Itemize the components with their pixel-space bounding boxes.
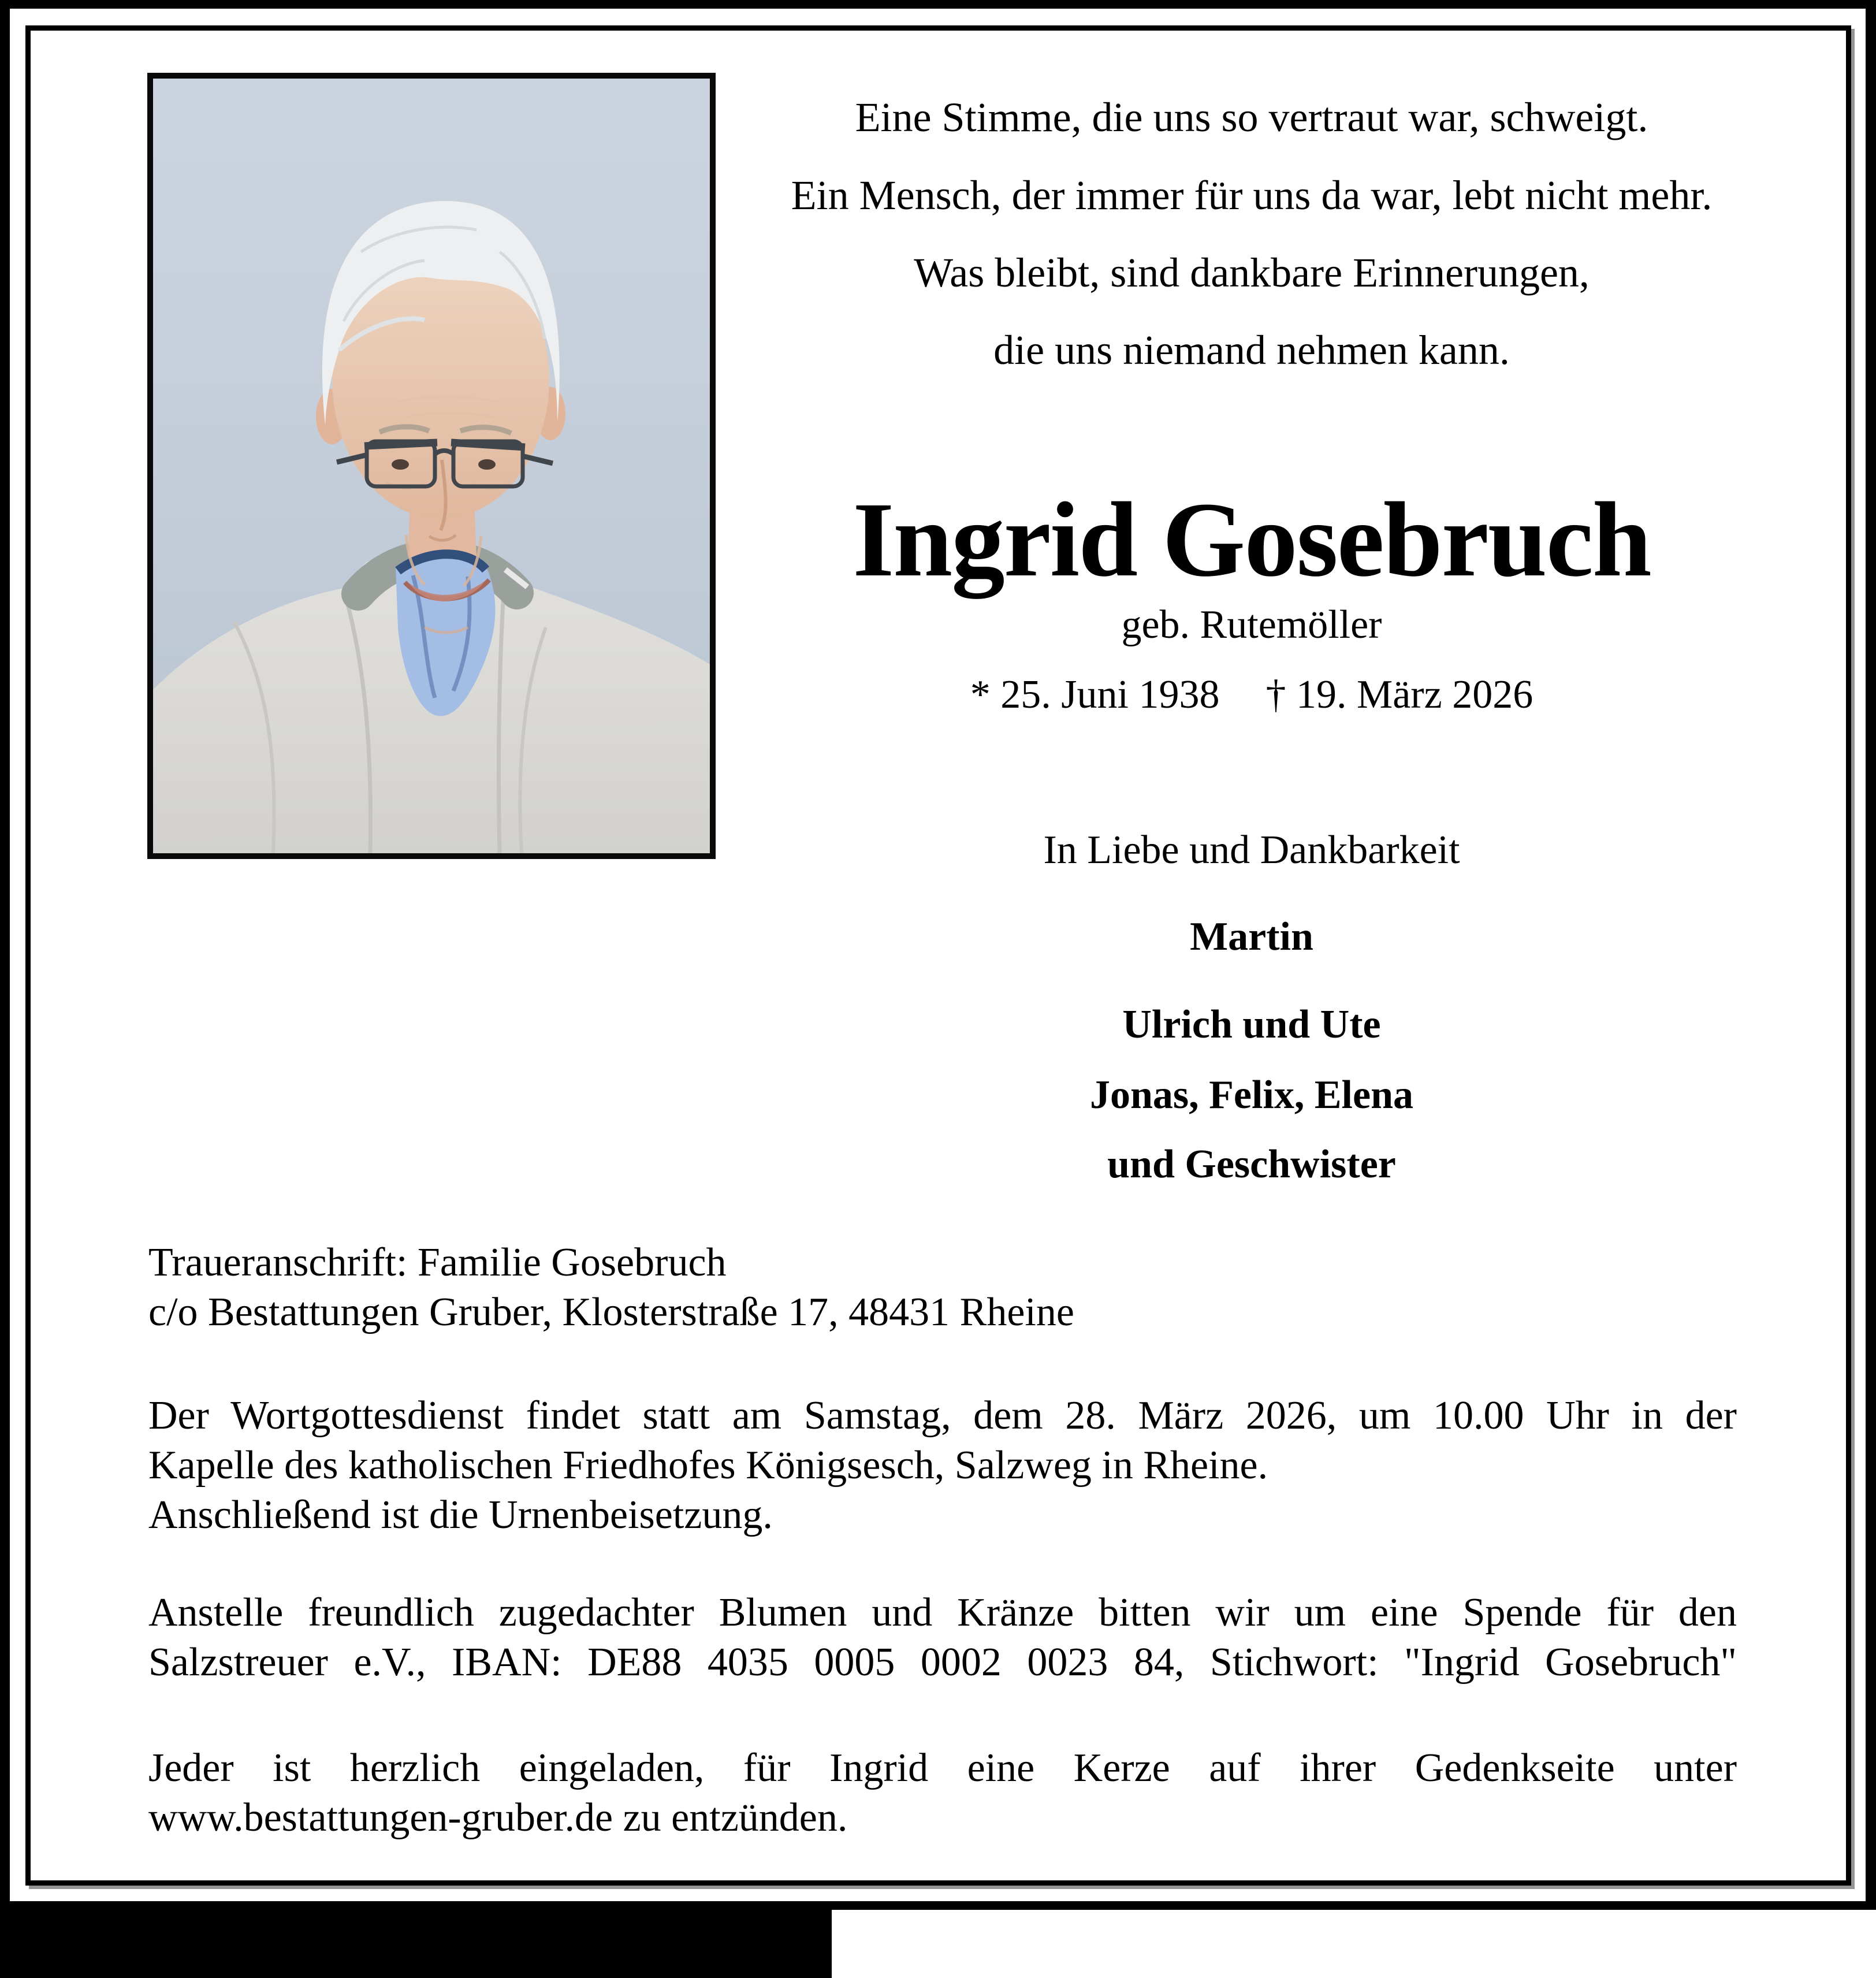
donation-info-block [148,1588,1737,1687]
mourner-name-2: Ulrich und Ute [1122,1002,1381,1047]
mourner-name-1: Martin [1190,914,1313,959]
memorial-line-1: Jeder ist herzlich eingeladen, für Ingrid eine Kerze auf ihrer Gedenkseite unter [148,1746,1737,1790]
address-line-2: c/o Bestattungen Gruber, Klosterstraße 17, 48431 Rheine [148,1290,1074,1334]
scan-edge-left [0,0,10,1906]
donation-line-1: Anstelle freundlich zugedachter Blumen und Kränze bitten wir um eine Spende für den [148,1590,1737,1635]
birth-date: * 25. Juni 1938 [970,672,1220,717]
service-line-1: Der Wortgottesdienst findet statt am Samstag, dem 28. März 2026, um 10.00 Uhr in der [148,1393,1737,1438]
address-line-1: Traueranschrift: Familie Gosebruch [148,1240,727,1285]
service-line-2: Kapelle des katholischen Friedhofes Königsesch, Salzweg in Rheine. [148,1443,1268,1488]
obituary-card [25,25,1851,1886]
service-line-3: Anschließend ist die Urnenbeisetzung. [148,1493,773,1537]
mourner-name-4: und Geschwister [1107,1142,1396,1187]
bottom-left-print-block [0,1901,832,1978]
mourning-address-block [148,1238,1737,1337]
memorial-line-2: www.bestattungen-gruber.de zu entzünden. [148,1795,848,1840]
poem-line-2: Ein Mensch, der immer für uns da war, lebt nicht mehr. [791,172,1713,218]
poem-line-1: Eine Stimme, die uns so vertraut war, schweigt. [855,94,1648,140]
mourners-intro: In Liebe und Dankbarkeit [1043,828,1460,872]
maiden-name: geb. Rutemöller [1121,603,1382,647]
scan-edge-right [1866,0,1876,1910]
donation-line-2: Salzstreuer e.V., IBAN: DE88 4035 0005 0002 0023 84, Stichwort: "Ingrid Gosebruch" [148,1640,1737,1685]
portrait-photo-illustration [153,79,710,853]
scan-edge-top [0,0,1876,9]
service-info-block [148,1391,1737,1540]
mourner-name-3: Jonas, Felix, Elena [1089,1073,1414,1117]
poem-line-3: Was bleibt, sind dankbare Erinnerungen, [914,250,1590,296]
memorial-page-block [148,1743,1737,1843]
death-date: † 19. März 2026 [1265,672,1533,717]
portrait-photo [147,73,716,859]
life-dates [716,672,1788,717]
poem-line-4: die uns niemand nehmen kann. [993,327,1510,373]
deceased-name: Ingrid Gosebruch [853,481,1651,599]
memorial-column [716,31,1788,1244]
